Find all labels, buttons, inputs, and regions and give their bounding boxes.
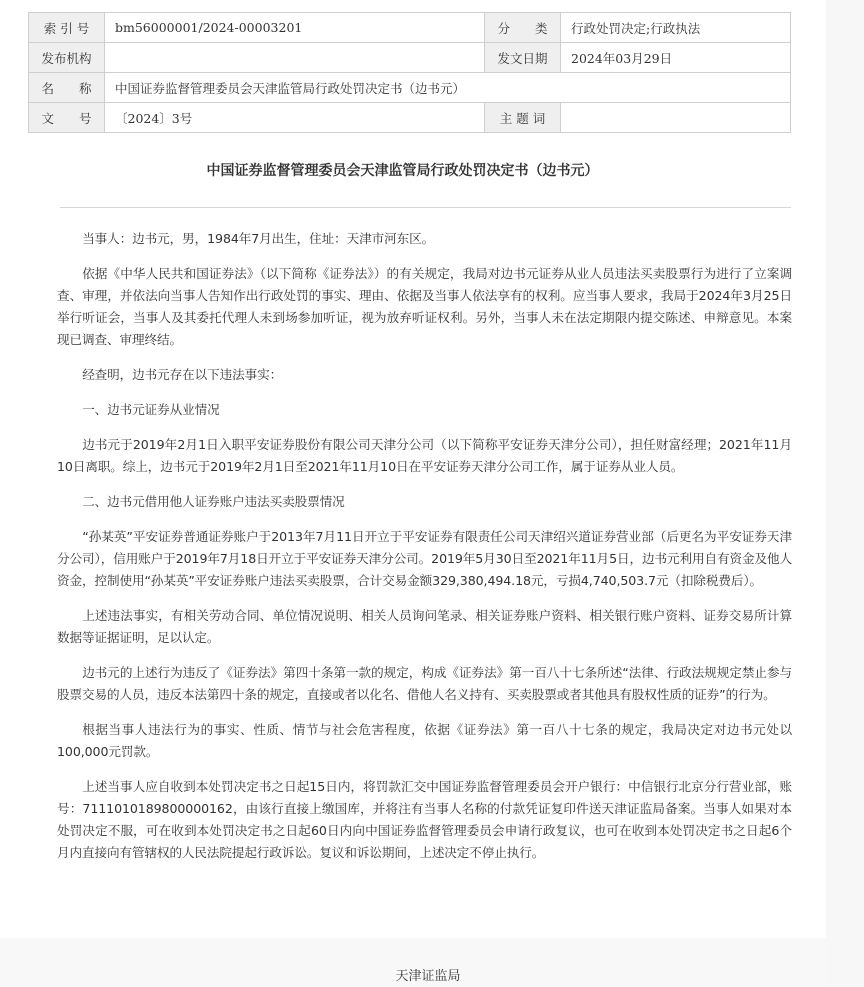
document-name-label: 名 称	[29, 73, 105, 103]
section-heading-trading: 二、边书元借用他人证券账户违法买卖股票情况	[82, 494, 345, 509]
document-title: 中国证券监督管理委员会天津监管局行政处罚决定书（边书元）	[206, 163, 599, 179]
paragraph-evidence: 上述违法事实，有相关劳动合同、单位情况说明、相关人员询问笔录、相关证券账户资料、相关银行账户资料、证券交易所计算数据等证据证明，足以认定。	[57, 608, 792, 645]
document-metadata-table	[28, 12, 791, 133]
paragraph-penalty: 根据当事人违法行为的事实、性质、情节与社会危害程度，依据《证券法》第一百八十七条的规定，我局决定对边书元处以100,000元罚款。	[57, 722, 792, 759]
document-body	[57, 228, 792, 877]
index-number-value: bm56000001/2024-00003201	[105, 13, 485, 43]
subject-terms-label: 主 题 词	[485, 103, 561, 133]
paragraph-payment-and-appeal: 上述当事人应自收到本处罚决定书之日起15日内，将罚款汇交中国证券监督管理委员会开户银行：中信银行北京分行营业部，账号：7111010189800000162，由该行直接上缴国库，并将注有当事人名称的付款凭证复印件送天津证监局备案。当事人如果对本处罚决定不服，可在收到本处罚决定书之日起60日内向中国证券监督管理委员会申请行政复议，也可在收到本处罚决定书之日起6个月内直接向有管辖权的人民法院提起行政诉讼。复议和诉讼期间，上述决定不停止执行。	[57, 779, 792, 860]
paragraph-violation: 边书元的上述行为违反了《证券法》第四十条第一款的规定，构成《证券法》第一百八十七条所述“法律、行政法规规定禁止参与股票交易的人员，违反本法第四十条的规定，直接或者以化名、借他人名义持有、买卖股票或者其他具有股权性质的证券”的行为。	[57, 665, 792, 702]
issue-date-label: 发文日期	[485, 43, 561, 73]
document-number-value: 〔2024〕3号	[105, 103, 485, 133]
paragraph-employment: 边书元于2019年2月1日入职平安证券股份有限公司天津分公司（以下简称平安证券天津分公司），担任财富经理；2021年11月10日离职。综上，边书元于2019年2月1日至2021年11月10日在平安证券天津分公司工作，属于证券从业人员。	[57, 437, 792, 474]
category-label: 分 类	[485, 13, 561, 43]
document-name-value: 中国证券监督管理委员会天津监管局行政处罚决定书（边书元）	[105, 73, 791, 103]
meta-row-name	[29, 73, 791, 103]
issuer-value	[105, 43, 485, 73]
issue-date-value: 2024年03月29日	[561, 43, 791, 73]
issuer-label: 发布机构	[29, 43, 105, 73]
subject-terms-value	[561, 103, 791, 133]
paragraph-basis: 依据《中华人民共和国证券法》（以下简称《证券法》）的有关规定，我局对边书元证券从业人员违法买卖股票行为进行了立案调查、审理，并依法向当事人告知作出行政处罚的事实、理由、依据及当事人依法享有的权利。应当事人要求，我局于2024年3月25日举行听证会，当事人及其委托代理人未到场参加听证，视为放弃听证权利。另外，当事人未在法定期限内提交陈述、申辩意见。本案现已调查、审理终结。	[57, 266, 792, 347]
title-divider	[60, 207, 791, 208]
meta-row-index	[29, 13, 791, 43]
page-side-margin	[826, 0, 864, 987]
category-value: 行政处罚决定;行政执法	[561, 13, 791, 43]
issuing-authority: 天津证监局	[395, 969, 461, 984]
meta-row-docno	[29, 103, 791, 133]
paragraph-findings-intro: 经查明，边书元存在以下违法事实：	[82, 367, 283, 382]
paragraph-party: 当事人：边书元，男，1984年7月出生，住址：天津市河东区。	[82, 231, 435, 246]
index-number-label: 索 引 号	[29, 13, 105, 43]
paragraph-trading: “孙某英”平安证券普通证券账户于2013年7月11日开立于平安证券有限责任公司天津绍兴道证券营业部（后更名为平安证券天津分公司），信用账户于2019年7月18日开立于平安证券天津分公司。2019年5月30日至2021年11月5日，边书元利用自有资金及他人资金，控制使用“孙某英”平安证券账户违法买卖股票，合计交易金额329,380,494.18元，亏损4,740,503.7元（扣除税费后）。	[57, 529, 792, 588]
document-number-label: 文 号	[29, 103, 105, 133]
meta-row-issuer	[29, 43, 791, 73]
section-heading-employment: 一、边书元证券从业情况	[82, 402, 220, 417]
